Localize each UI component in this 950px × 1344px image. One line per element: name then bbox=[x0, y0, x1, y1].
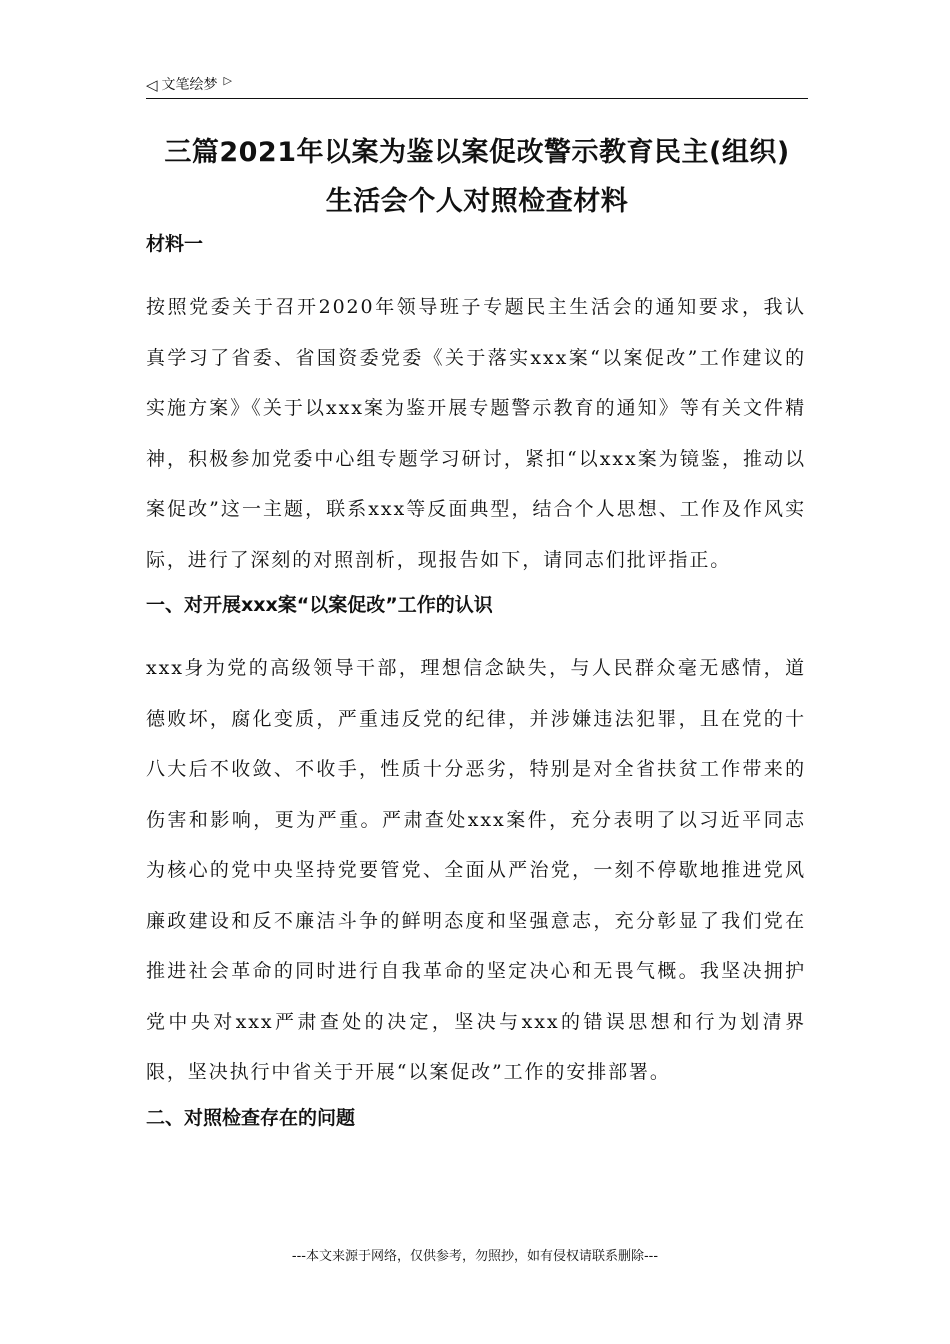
section-heading-2: 二、对照检查存在的问题 bbox=[146, 1106, 356, 1129]
material-label: 材料一 bbox=[146, 233, 204, 255]
triangle-left-icon: ◁ bbox=[146, 76, 158, 94]
section-heading-1: 一、对开展xxx案“以案促改”工作的认识 bbox=[146, 594, 493, 616]
section-1-paragraph: xxx身为党的高级领导干部，理想信念缺失，与人民群众毫无感情，道德败坏，腐化变质，严重违反党的纪律，并涉嫌违法犯罪，且在党的十八大后不收敛、不收手，性质十分恶劣，特别是对全省扶贫工作带来的伤害和影响，更为严重。严肃查处xxx案件，充分表明了以习近平同志为核心的党中央坚持党要管党、全面从严治党，一刻不停歇地推进党风廉政建设和反不廉洁斗争的鲜明态度和坚强意志，充分彰显了我们党在推进社会革命的同时进行自我革命的坚定决心和无畏气概。我坚决拥护党中央对xxx严肃查处的决定，坚决与xxx的错误思想和行为划清界限，坚决执行中省关于开展“以案促改”工作的安排部署。 bbox=[146, 657, 806, 1083]
title-line-2: 生活会个人对照检查材料 bbox=[325, 186, 629, 217]
document-title bbox=[146, 128, 808, 226]
triangle-right-icon: ▷ bbox=[223, 74, 233, 87]
intro-paragraph: 按照党委关于召开2020年领导班子专题民主生活会的通知要求，我认真学习了省委、省国资委党委《关于落实xxx案“以案促改”工作建议的实施方案》《关于以xxx案为鉴开展专题警示教育的通知》等有关文件精神，积极参加党委中心组专题学习研讨，紧扣“以xxx案为镜鉴，推动以案促改”这一主题，联系xxx等反面典型，结合个人思想、工作及作风实际，进行了深刻的对照剖析，现报告如下，请同志们批评指正。 bbox=[146, 296, 806, 571]
page-footer-notice: ---本文来源于网络，仅供参考，勿照抄，如有侵权请联系删除--- bbox=[291, 1249, 659, 1264]
document-body bbox=[146, 232, 806, 1156]
header-brand: 文笔绘梦 bbox=[161, 77, 218, 93]
page-header bbox=[146, 72, 808, 99]
title-line-1: 三篇2021年以案为鉴以案促改警示教育民主(组织) bbox=[164, 137, 790, 168]
